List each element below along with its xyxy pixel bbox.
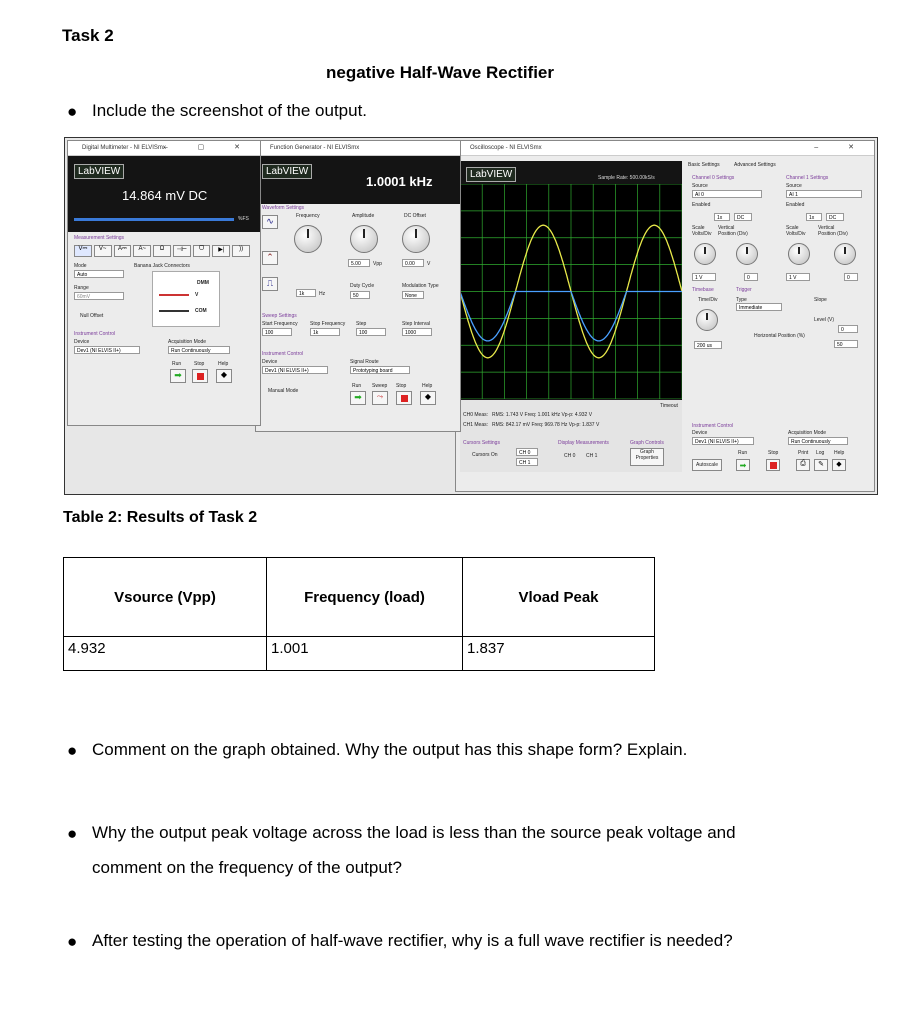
horizontal-position-input[interactable]: 50 bbox=[834, 340, 858, 348]
bullet-screenshot bbox=[67, 101, 368, 121]
stop-icon bbox=[770, 462, 777, 469]
dmm-run-button[interactable]: ➡ bbox=[170, 369, 186, 383]
step-label: Step bbox=[356, 321, 367, 327]
fgen-stop-label: Stop bbox=[396, 383, 407, 389]
dmm-titlebar bbox=[68, 141, 260, 156]
dc-offset-label: DC Offset bbox=[404, 213, 426, 219]
step-interval-input[interactable]: 1000 bbox=[402, 328, 432, 336]
v-tag: V bbox=[195, 292, 199, 298]
ch1-source-select[interactable]: AI 1 bbox=[786, 190, 862, 198]
graph-controls-label: Graph Controls bbox=[630, 440, 664, 446]
ch0-meas-values: RMS: 1.743 V Freq: 1.001 kHz Vp-p: 4.932 V bbox=[492, 412, 593, 418]
stop-button[interactable] bbox=[766, 459, 780, 471]
question-3-text: After testing the operation of half-wave rectifier, why is a full wave rectifier is needed? bbox=[92, 931, 733, 950]
device-select[interactable]: Dev1 (NI ELVIS II+) bbox=[692, 437, 754, 445]
ch0-scale-knob[interactable] bbox=[694, 243, 716, 265]
ac-voltage-button[interactable]: V~ bbox=[94, 245, 112, 257]
cell-vload: 1.837 bbox=[463, 637, 655, 671]
probe-red-icon bbox=[159, 294, 189, 296]
square-wave-icon[interactable]: ⎍ bbox=[262, 277, 278, 291]
dmm-instrument-control-label: Instrument Control bbox=[74, 331, 116, 337]
stop-frequency-input[interactable]: 1k bbox=[310, 328, 340, 336]
timebase-label: Timebase bbox=[692, 287, 714, 293]
labview-logo: LabVIEW bbox=[262, 164, 312, 179]
instrument-control-label: Instrument Control bbox=[692, 423, 734, 429]
tab-advanced-settings[interactable]: Advanced Settings bbox=[734, 162, 776, 168]
table-caption: Table 2: Results of Task 2 bbox=[63, 509, 258, 526]
manual-mode-checkbox[interactable]: Manual Mode bbox=[268, 388, 299, 394]
fgen-sweep-button[interactable]: ⤳ bbox=[372, 391, 388, 405]
ac-current-button[interactable]: A~ bbox=[133, 245, 151, 257]
question-2 bbox=[67, 823, 736, 843]
ch0-coupling-select[interactable]: DC bbox=[734, 213, 752, 221]
scope-settings-panel bbox=[688, 159, 872, 479]
help-label: Help bbox=[834, 450, 845, 456]
stop-icon bbox=[197, 373, 204, 380]
window-controls-icon[interactable]: – ▢ ✕ bbox=[163, 144, 254, 151]
dmm-band bbox=[68, 156, 260, 232]
header-vsource: Vsource (Vpp) bbox=[64, 558, 267, 637]
fgen-title: Function Generator - NI ELVISmx bbox=[270, 145, 360, 151]
bullet-text: Include the screenshot of the output. bbox=[92, 101, 368, 120]
step-input[interactable]: 100 bbox=[356, 328, 386, 336]
waveform-settings-label: Waveform Settings bbox=[262, 205, 305, 211]
labview-logo: LabVIEW bbox=[74, 164, 124, 179]
ch1-pos-input[interactable]: 0 bbox=[844, 273, 858, 281]
trigger-type-select[interactable]: Immediate bbox=[736, 303, 782, 311]
modulation-type-select[interactable]: None bbox=[402, 291, 424, 299]
oscilloscope-window bbox=[455, 140, 875, 492]
dmm-title: Digital Multimeter - NI ELVISmx bbox=[82, 145, 166, 151]
ch1-meas-values: RMS: 842.17 mV Freq: 969.78 Hz Vp-p: 1.837 V bbox=[492, 422, 600, 428]
fgen-help-label: Help bbox=[422, 383, 433, 389]
dc-offset-knob[interactable] bbox=[402, 225, 430, 253]
ch1-scale-label: Scale Volts/Div bbox=[786, 225, 806, 237]
bullet-dot-icon: ● bbox=[67, 102, 78, 121]
start-frequency-input[interactable]: 100 bbox=[262, 328, 292, 336]
dmm-stop-label: Stop bbox=[194, 361, 205, 367]
dmm-bar bbox=[74, 218, 234, 221]
ch1-meas-label: CH1 Meas: bbox=[463, 422, 489, 428]
fgen-device-label: Device bbox=[262, 359, 278, 365]
dmm-device-select[interactable]: Dev1 (NI ELVIS II+) bbox=[74, 346, 140, 354]
run-button[interactable]: ➡ bbox=[736, 459, 750, 471]
window-controls-icon[interactable]: – ✕ bbox=[814, 144, 868, 151]
fgen-run-button[interactable]: ➡ bbox=[350, 391, 366, 405]
cell-vsource: 4.932 bbox=[64, 637, 267, 671]
scope-meas-area bbox=[460, 400, 682, 472]
sweep-settings-label: Sweep Settings bbox=[262, 313, 297, 319]
print-button[interactable]: ⎙ bbox=[796, 459, 810, 471]
table-header-row bbox=[64, 558, 655, 637]
cursors-on-label[interactable]: Cursors On bbox=[472, 452, 498, 458]
bullet-dot-icon: ● bbox=[67, 741, 78, 760]
trigger-label: Trigger bbox=[736, 287, 752, 293]
trigger-type-label: Type bbox=[736, 297, 747, 303]
dmm-acq-mode-select[interactable]: Run Continuously bbox=[168, 346, 230, 354]
header-frequency: Frequency (load) bbox=[267, 558, 463, 637]
amplitude-input[interactable]: 5.00 bbox=[348, 259, 370, 267]
amplitude-unit: Vpp bbox=[373, 261, 382, 267]
cursor-c2-select[interactable]: CH 1 bbox=[516, 458, 538, 466]
fgen-stop-button[interactable] bbox=[396, 391, 412, 405]
triangle-wave-icon[interactable]: ⌃ bbox=[262, 251, 278, 265]
fgen-help-button[interactable]: ◆ bbox=[420, 391, 436, 405]
trigger-slope-label: Slope bbox=[814, 297, 827, 303]
ch0-probe-select[interactable]: 1x bbox=[714, 213, 730, 221]
ch1-coupling-select[interactable]: DC bbox=[826, 213, 844, 221]
frequency-label: Frequency bbox=[296, 213, 320, 219]
question-2-line1: Why the output peak voltage across the load is less than the source peak voltage and bbox=[92, 823, 736, 842]
horizontal-position-label: Horizontal Position (%) bbox=[754, 333, 805, 339]
display-ch0-checkbox[interactable]: CH 0 bbox=[564, 453, 576, 459]
modulation-type-label: Modulation Type bbox=[402, 283, 439, 289]
frequency-unit: Hz bbox=[319, 291, 326, 297]
dmm-window bbox=[67, 140, 261, 426]
question-3 bbox=[67, 931, 733, 951]
page-title: negative Half-Wave Rectifier bbox=[326, 63, 554, 82]
frequency-input[interactable]: 1k bbox=[296, 289, 316, 297]
step-interval-label: Step Interval bbox=[402, 321, 431, 327]
stop-label: Stop bbox=[768, 450, 779, 456]
range-label: Range bbox=[74, 285, 89, 291]
banana-jack-label: Banana Jack Connectors bbox=[134, 263, 190, 269]
dc-current-button[interactable]: A⎓ bbox=[114, 245, 132, 257]
resistance-button[interactable]: Ω bbox=[153, 245, 171, 257]
sample-rate: Sample Rate: 500.00kS/s bbox=[598, 175, 655, 181]
sine-wave-icon[interactable]: ∿ bbox=[262, 215, 278, 229]
continuity-button[interactable]: )) bbox=[232, 245, 250, 257]
com-tag: COM bbox=[195, 308, 207, 314]
log-label: Log bbox=[816, 450, 825, 456]
device-label: Device bbox=[692, 430, 708, 436]
dc-offset-unit: V bbox=[427, 261, 431, 267]
ch0-settings-label: Channel 0 Settings bbox=[692, 175, 735, 181]
stop-icon bbox=[401, 395, 408, 402]
duty-cycle-input[interactable]: 50 bbox=[350, 291, 370, 299]
ch1-scale-select[interactable]: 1 V bbox=[786, 273, 810, 281]
help-button[interactable]: ◆ bbox=[832, 459, 846, 471]
dmm-help-label: Help bbox=[218, 361, 229, 367]
measurement-function-buttons bbox=[74, 245, 250, 257]
display-ch1-checkbox[interactable]: CH 1 bbox=[586, 453, 598, 459]
ch1-probe-select[interactable]: 1x bbox=[806, 213, 822, 221]
time-div-select[interactable]: 200 us bbox=[694, 341, 722, 349]
fgen-titlebar bbox=[256, 141, 460, 156]
cell-frequency: 1.001 bbox=[267, 637, 463, 671]
measurement-settings-label: Measurement Settings bbox=[74, 235, 125, 241]
results-table bbox=[63, 557, 655, 671]
header-vload: Vload Peak bbox=[463, 558, 655, 637]
inductance-button[interactable]: ᗜ bbox=[193, 245, 211, 257]
banana-jack-diagram bbox=[152, 271, 220, 327]
print-label: Print bbox=[798, 450, 809, 456]
frequency-knob[interactable] bbox=[294, 225, 322, 253]
ch0-vertical-label: Vertical Position (Div) bbox=[718, 225, 748, 237]
ch1-position-knob[interactable] bbox=[834, 243, 856, 265]
autoscale-button[interactable]: Autoscale bbox=[692, 459, 722, 471]
fgen-device-select[interactable]: Dev1 (NI ELVIS II+) bbox=[262, 366, 328, 374]
run-label: Run bbox=[738, 450, 748, 456]
frequency-display: 1.0001 kHz bbox=[366, 174, 433, 189]
dmm-help-button[interactable]: ◆ bbox=[216, 369, 232, 383]
time-div-knob[interactable] bbox=[696, 309, 718, 331]
scope-title: Oscilloscope - NI ELVISmx bbox=[470, 145, 542, 151]
acq-mode-select[interactable]: Run Continuously bbox=[788, 437, 848, 445]
scope-screen[interactable] bbox=[460, 184, 682, 399]
dmm-stop-button[interactable] bbox=[192, 369, 208, 383]
fgen-instrument-control-label: Instrument Control bbox=[262, 351, 304, 357]
probe-black-icon bbox=[159, 310, 189, 312]
mode-label: Mode bbox=[74, 263, 87, 269]
question-2-line2: comment on the frequency of the output? bbox=[92, 858, 402, 877]
dmm-acq-mode-label: Acquisition Mode bbox=[168, 339, 207, 345]
mode-select[interactable]: Auto bbox=[74, 270, 124, 278]
question-1-text: Comment on the graph obtained. Why the output has this shape form? Explain. bbox=[92, 740, 688, 759]
ch1-scale-knob[interactable] bbox=[788, 243, 810, 265]
timeout-label: Timeout bbox=[660, 403, 678, 409]
ch1-vertical-label: Vertical Position (Div) bbox=[818, 225, 848, 237]
labview-screenshot bbox=[64, 137, 878, 495]
amplitude-knob[interactable] bbox=[350, 225, 378, 253]
null-offset-checkbox[interactable]: Null Offset bbox=[80, 313, 104, 319]
cursors-settings-label: Cursors Settings bbox=[463, 440, 500, 446]
dmm-run-label: Run bbox=[172, 361, 182, 367]
trigger-level-input[interactable]: 0 bbox=[838, 325, 858, 333]
ch0-source-select[interactable]: AI 0 bbox=[692, 190, 762, 198]
cursor-c1-select[interactable]: CH 0 bbox=[516, 448, 538, 456]
fs-label: %FS bbox=[238, 216, 249, 222]
ch1-source-label: Source bbox=[786, 183, 802, 189]
stop-frequency-label: Stop Frequency bbox=[310, 321, 346, 327]
ch0-source-label: Source bbox=[692, 183, 708, 189]
capacitance-button[interactable]: ⊣⊢ bbox=[173, 245, 191, 257]
labview-logo: LabVIEW bbox=[466, 167, 516, 182]
bullet-dot-icon: ● bbox=[67, 932, 78, 951]
acq-mode-label: Acquisition Mode bbox=[788, 430, 827, 436]
ch1-enabled-checkbox[interactable]: Enabled bbox=[786, 202, 805, 208]
log-button[interactable]: ✎ bbox=[814, 459, 828, 471]
signal-route-label: Signal Route bbox=[350, 359, 379, 365]
function-generator-window bbox=[255, 140, 461, 432]
signal-route-select[interactable]: Prototyping board bbox=[350, 366, 410, 374]
ch0-enabled-checkbox[interactable]: Enabled bbox=[692, 202, 711, 208]
dmm-device-label: Device bbox=[74, 339, 90, 345]
fgen-run-label: Run bbox=[352, 383, 362, 389]
ch0-pos-input[interactable]: 0 bbox=[744, 273, 758, 281]
start-frequency-label: Start Frequency bbox=[262, 321, 298, 327]
scope-titlebar bbox=[456, 141, 874, 156]
bullet-dot-icon: ● bbox=[67, 824, 78, 843]
ch0-meas-label: CH0 Meas: bbox=[463, 412, 489, 418]
task-heading: Task 2 bbox=[62, 26, 114, 45]
question-2-cont bbox=[92, 858, 402, 878]
table-row bbox=[64, 637, 655, 671]
duty-cycle-label: Duty Cycle bbox=[350, 283, 375, 289]
range-select[interactable]: 60mV bbox=[74, 292, 124, 300]
display-measurements-label: Display Measurements bbox=[558, 440, 609, 446]
fgen-band bbox=[256, 156, 460, 204]
ch0-scale-select[interactable]: 1 V bbox=[692, 273, 716, 281]
tab-basic-settings[interactable]: Basic Settings bbox=[688, 162, 720, 168]
time-div-label: Time/Div bbox=[698, 297, 718, 303]
ch1-settings-label: Channel 1 Settings bbox=[786, 175, 829, 181]
dc-voltage-button[interactable]: V⎓ bbox=[74, 245, 92, 257]
question-1 bbox=[67, 740, 688, 760]
ch0-position-knob[interactable] bbox=[736, 243, 758, 265]
trigger-level-label: Level (V) bbox=[814, 317, 835, 323]
diode-button[interactable]: ▶| bbox=[212, 245, 230, 257]
dmm-reading: 14.864 mV DC bbox=[122, 188, 208, 203]
fgen-sweep-label: Sweep bbox=[372, 383, 388, 389]
dmm-tag: DMM bbox=[197, 280, 209, 286]
amplitude-label: Amplitude bbox=[352, 213, 375, 219]
dc-offset-input[interactable]: 0.00 bbox=[402, 259, 424, 267]
ch0-scale-label: Scale Volts/Div bbox=[692, 225, 712, 237]
graph-properties-button[interactable]: Graph Properties bbox=[630, 448, 664, 466]
